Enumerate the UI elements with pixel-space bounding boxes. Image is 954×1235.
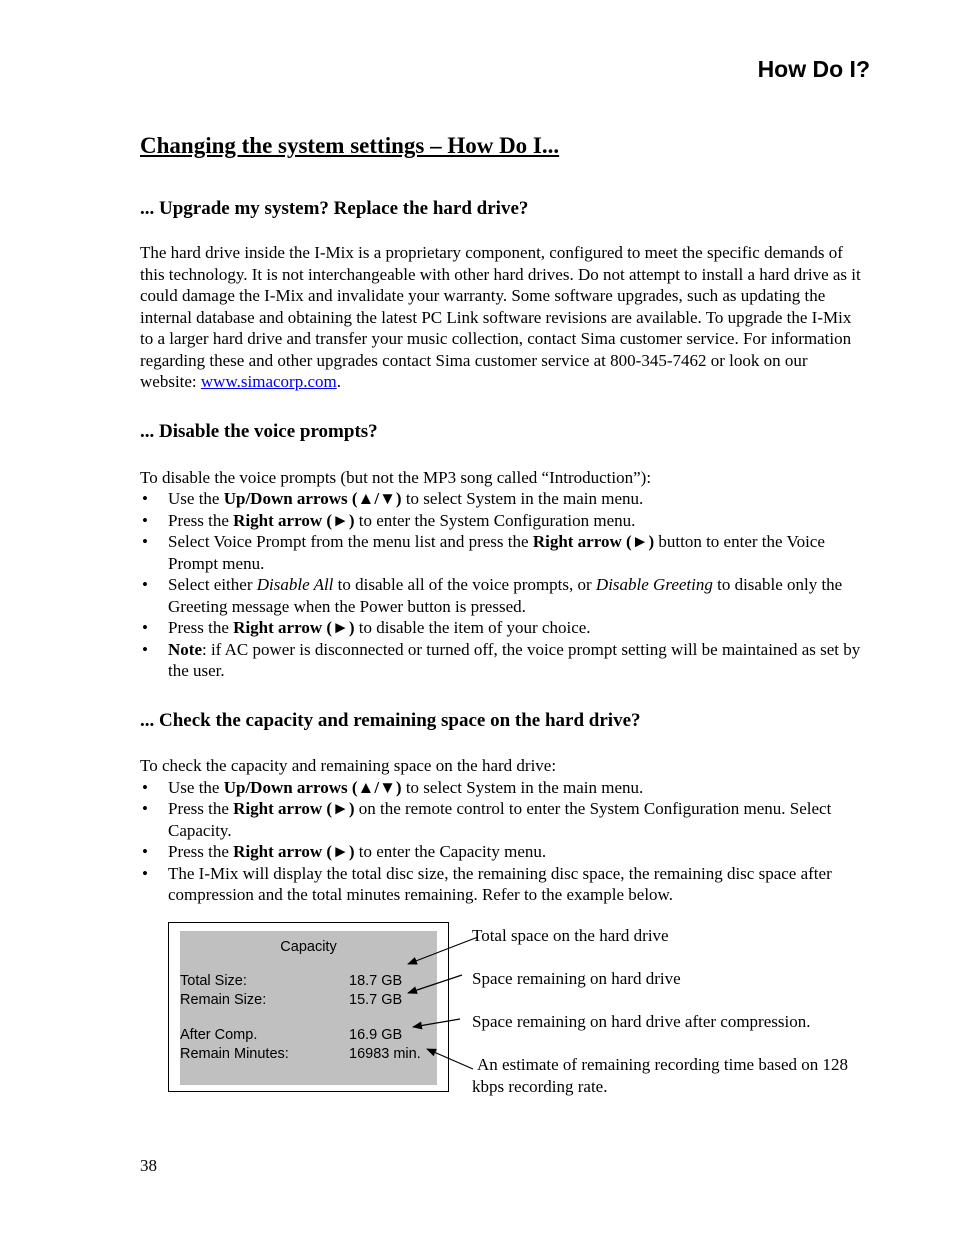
voice-prompts-intro: To disable the voice prompts (but not the MP3 song called “Introduction”): [140, 467, 652, 487]
list-item: • Note: if AC power is disconnected or turned off, the voice prompt setting will be maintained as set by the user. [140, 639, 865, 682]
annotation-recording-time: An estimate of remaining recording time based on 128 kbps recording rate. [472, 1055, 849, 1096]
arrow-remain-size [408, 975, 462, 993]
list-item: • Use the Up/Down arrows (▲/▼) to select System in the main menu. [140, 488, 865, 510]
list-item: • Press the Right arrow (►) to enter the System Configuration menu. [140, 510, 865, 532]
paragraph-upgrade-text: The hard drive inside the I-Mix is a proprietary component, configured to meet the specific demands of this technology. It is not interchangeable with other hard drives. Do not attempt to install a hard drive as it could damage the I-Mix and invalidate your warranty. Some software upgrades, such as updating the internal database and obtaining the latest PC Link software revisions are available. To upgrade the I-Mix to a larger hard drive and transfer your music collection, contact Sima customer service. For information regarding these and other upgrades contact Sima customer service at 800-345-7462 or look on our website: [140, 243, 861, 392]
remain-size-value: 15.7 GB [349, 992, 403, 1008]
heading-capacity: ... Check the capacity and remaining space on the hard drive? [140, 709, 641, 731]
paragraph-period: . [336, 372, 341, 392]
list-item: • Press the Right arrow (►) to enter the Capacity menu. [140, 841, 865, 863]
remain-minutes-label: Remain Minutes: [180, 1046, 289, 1062]
after-comp-label: After Comp. [180, 1027, 258, 1043]
after-comp-value: 16.9 GB [349, 1027, 403, 1043]
total-size-label: Total Size: [180, 973, 247, 989]
remain-size-label: Remain Size: [180, 992, 267, 1008]
capacity-screen-title: Capacity [280, 939, 337, 955]
list-item: • Press the Right arrow (►) on the remote control to enter the System Configuration menu. Select Capacity. [140, 798, 865, 841]
annotation-after-compression: Space remaining on hard drive after compression. [472, 1012, 811, 1031]
arrow-remain-minutes [427, 1049, 473, 1069]
website-link[interactable]: www.simacorp.com [200, 372, 337, 392]
arrow-total-size [408, 937, 478, 964]
total-size-value: 18.7 GB [349, 973, 403, 989]
heading-voice-prompts: ... Disable the voice prompts? [140, 420, 378, 442]
remain-minutes-value: 16983 min. [349, 1046, 421, 1062]
annotation-space-remaining: Space remaining on hard drive [472, 969, 681, 988]
list-item: • Press the Right arrow (►) to disable the item of your choice. [140, 617, 865, 639]
capacity-intro: To check the capacity and remaining space on the hard drive: [140, 756, 557, 776]
arrow-after-comp [413, 1019, 460, 1027]
page-title: Changing the system settings – How Do I... [140, 133, 560, 158]
list-item: • The I-Mix will display the total disc size, the remaining disc space, the remaining disc space after compression and the total minutes remaining. Refer to the example below. [140, 863, 865, 906]
page-number: 38 [140, 1156, 157, 1175]
annotation-total-space: Total space on the hard drive [472, 926, 669, 945]
list-item: • Select Voice Prompt from the menu list and press the Right arrow (►) button to enter the Voice Prompt menu. [140, 531, 865, 574]
heading-upgrade: ... Upgrade my system? Replace the hard drive? [140, 197, 529, 219]
list-item: • Use the Up/Down arrows (▲/▼) to select System in the main menu. [140, 777, 865, 799]
running-header: How Do I? [757, 56, 870, 82]
list-item: • Select either Disable All to disable all of the voice prompts, or Disable Greeting to disable only the Greeting message when the Power button is pressed. [140, 574, 865, 617]
